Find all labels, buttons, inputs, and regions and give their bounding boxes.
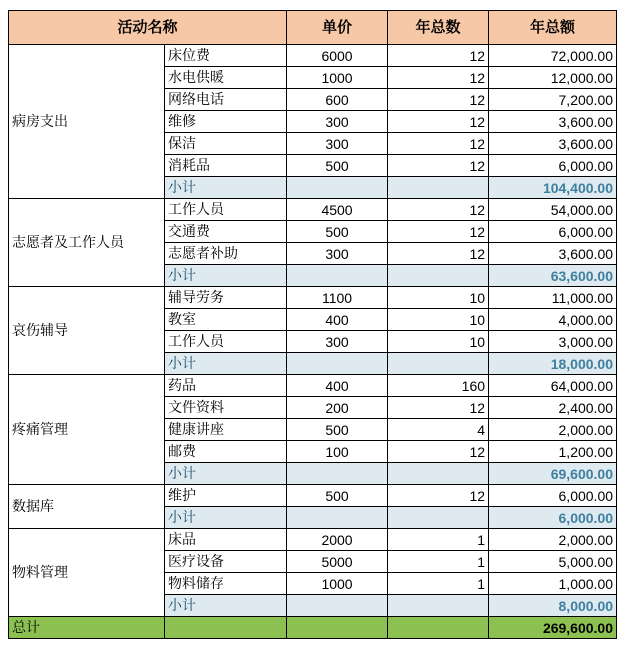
category-name: 数据库 [9,485,165,529]
item-amount: 3,600.00 [489,133,617,155]
item-name: 医疗设备 [165,551,287,573]
header-row [9,11,617,45]
subtotal-label: 小计 [165,177,287,199]
subtotal-amount: 104,400.00 [489,177,617,199]
subtotal-label: 小计 [165,507,287,529]
item-count: 12 [388,89,489,111]
item-amount: 3,600.00 [489,111,617,133]
subtotal-amount: 8,000.00 [489,595,617,617]
item-amount: 4,000.00 [489,309,617,331]
header-amount: 年总额 [489,11,617,45]
item-price: 300 [287,331,388,353]
category-name: 志愿者及工作人员 [9,199,165,287]
table-row [9,45,617,67]
item-amount: 64,000.00 [489,375,617,397]
header-price: 单价 [287,11,388,45]
item-count: 4 [388,419,489,441]
item-price: 2000 [287,529,388,551]
item-price: 1000 [287,573,388,595]
item-count: 12 [388,45,489,67]
item-amount: 11,000.00 [489,287,617,309]
item-amount: 2,000.00 [489,529,617,551]
item-name: 工作人员 [165,331,287,353]
item-price: 500 [287,419,388,441]
item-name: 志愿者补助 [165,243,287,265]
total-empty-cell [388,617,489,639]
item-count: 10 [388,287,489,309]
item-amount: 3,600.00 [489,243,617,265]
item-price: 300 [287,133,388,155]
item-name: 保洁 [165,133,287,155]
item-amount: 12,000.00 [489,67,617,89]
total-empty-cell [165,617,287,639]
item-count: 12 [388,441,489,463]
item-name: 教室 [165,309,287,331]
subtotal-empty-cell [287,177,388,199]
item-name: 床位费 [165,45,287,67]
subtotal-empty-cell [287,265,388,287]
item-amount: 3,000.00 [489,331,617,353]
item-price: 5000 [287,551,388,573]
item-count: 1 [388,551,489,573]
subtotal-label: 小计 [165,353,287,375]
subtotal-label: 小计 [165,265,287,287]
item-name: 物料储存 [165,573,287,595]
item-price: 400 [287,375,388,397]
item-count: 12 [388,133,489,155]
subtotal-empty-cell [287,595,388,617]
subtotal-empty-cell [388,595,489,617]
item-price: 4500 [287,199,388,221]
item-name: 消耗品 [165,155,287,177]
subtotal-label: 小计 [165,595,287,617]
item-name: 邮费 [165,441,287,463]
item-amount: 1,200.00 [489,441,617,463]
category-name: 疼痛管理 [9,375,165,485]
header-activity: 活动名称 [9,11,287,45]
item-amount: 2,400.00 [489,397,617,419]
item-count: 12 [388,485,489,507]
item-name: 辅导劳务 [165,287,287,309]
item-amount: 7,200.00 [489,89,617,111]
subtotal-label: 小计 [165,463,287,485]
item-name: 药品 [165,375,287,397]
header-count: 年总数 [388,11,489,45]
subtotal-amount: 69,600.00 [489,463,617,485]
item-count: 10 [388,331,489,353]
item-count: 160 [388,375,489,397]
item-price: 500 [287,221,388,243]
category-name: 病房支出 [9,45,165,199]
item-amount: 5,000.00 [489,551,617,573]
item-name: 网络电话 [165,89,287,111]
table-row [9,485,617,507]
total-amount: 269,600.00 [489,617,617,639]
subtotal-empty-cell [287,507,388,529]
item-price: 500 [287,485,388,507]
subtotal-empty-cell [388,177,489,199]
item-price: 300 [287,111,388,133]
item-count: 12 [388,155,489,177]
total-label: 总计 [9,617,165,639]
subtotal-empty-cell [388,463,489,485]
item-amount: 6,000.00 [489,155,617,177]
item-count: 12 [388,221,489,243]
item-name: 工作人员 [165,199,287,221]
item-count: 12 [388,243,489,265]
item-name: 文件资料 [165,397,287,419]
item-name: 交通费 [165,221,287,243]
item-price: 300 [287,243,388,265]
subtotal-amount: 63,600.00 [489,265,617,287]
item-amount: 54,000.00 [489,199,617,221]
total-row [9,617,617,639]
item-amount: 6,000.00 [489,221,617,243]
item-amount: 1,000.00 [489,573,617,595]
item-amount: 2,000.00 [489,419,617,441]
item-name: 维护 [165,485,287,507]
budget-table [8,10,617,639]
item-count: 12 [388,199,489,221]
item-price: 100 [287,441,388,463]
item-price: 600 [287,89,388,111]
table-row [9,287,617,309]
item-count: 1 [388,573,489,595]
item-name: 维修 [165,111,287,133]
item-name: 床品 [165,529,287,551]
subtotal-amount: 18,000.00 [489,353,617,375]
item-price: 1000 [287,67,388,89]
item-name: 水电供暖 [165,67,287,89]
item-name: 健康讲座 [165,419,287,441]
category-name: 哀伤辅导 [9,287,165,375]
item-price: 1100 [287,287,388,309]
item-amount: 72,000.00 [489,45,617,67]
item-count: 12 [388,67,489,89]
subtotal-empty-cell [287,353,388,375]
item-count: 12 [388,111,489,133]
item-price: 400 [287,309,388,331]
subtotal-empty-cell [388,353,489,375]
subtotal-empty-cell [287,463,388,485]
table-body [9,45,617,617]
item-price: 6000 [287,45,388,67]
total-empty-cell [287,617,388,639]
table-row [9,199,617,221]
item-count: 10 [388,309,489,331]
category-name: 物料管理 [9,529,165,617]
item-count: 1 [388,529,489,551]
item-price: 200 [287,397,388,419]
table-row [9,529,617,551]
item-count: 12 [388,397,489,419]
table-row [9,375,617,397]
subtotal-amount: 6,000.00 [489,507,617,529]
subtotal-empty-cell [388,265,489,287]
subtotal-empty-cell [388,507,489,529]
item-price: 500 [287,155,388,177]
item-amount: 6,000.00 [489,485,617,507]
